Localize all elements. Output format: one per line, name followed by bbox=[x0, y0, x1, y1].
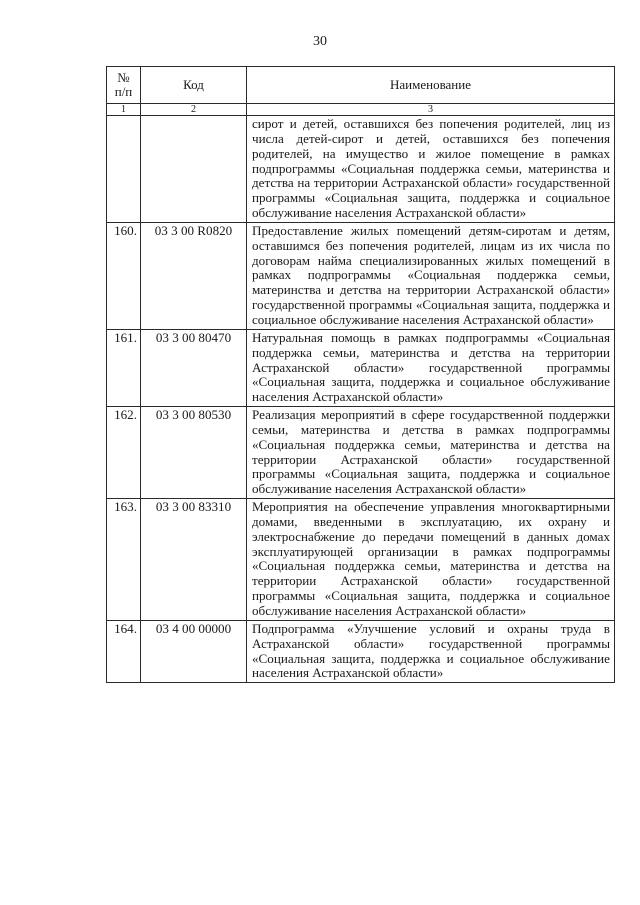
row-number: 160. bbox=[107, 222, 141, 329]
row-name: сирот и детей, оставшихся без попечения родителей, лиц из числа детей-сирот и детей, оставшихся без попечения родителей, на имущество и жилое помещение в рамках подпрограммы «Социальная поддержка семьи, материнства и детства на территории Астраханской области» государственной программы «Социальная защита, поддержка и социальное обслуживание населения Астраханской области» bbox=[247, 116, 615, 223]
page-number: 30 bbox=[313, 34, 327, 49]
row-code bbox=[141, 116, 247, 223]
header-name: Наименование bbox=[247, 67, 615, 104]
header-number-abbr: п/п bbox=[114, 84, 133, 99]
header-number-sign: № bbox=[117, 70, 130, 85]
row-name: Мероприятия на обеспечение управления многоквартирными домами, введенными в эксплуатацию, их охрану и электроснабжение до передачи помещений в данных домах эксплуатирующей организации в рамках подпрограммы «Социальная поддержка семьи, материнства и детства на территории Астраханской области» государственной программы «Социальная защита, поддержка и социальное обслуживание населения Астраханской области» bbox=[247, 499, 615, 621]
table-row bbox=[107, 222, 615, 329]
row-number: 164. bbox=[107, 620, 141, 682]
row-code: 03 3 00 83310 bbox=[141, 499, 247, 621]
column-numbers-row bbox=[107, 104, 615, 116]
column-number-1: 1 bbox=[107, 104, 141, 116]
table-row bbox=[107, 620, 615, 682]
table-row bbox=[107, 407, 615, 499]
row-number: 161. bbox=[107, 329, 141, 406]
row-number bbox=[107, 116, 141, 223]
table-header-row bbox=[107, 67, 615, 104]
column-number-2: 2 bbox=[141, 104, 247, 116]
row-number: 163. bbox=[107, 499, 141, 621]
column-number-3: 3 bbox=[247, 104, 615, 116]
row-name: Натуральная помощь в рамках подпрограммы «Социальная поддержка семьи, материнства и детства на территории Астраханской области» государственной программы «Социальная защита, поддержка и социальное обслуживание населения Астраханской области» bbox=[247, 329, 615, 406]
row-code: 03 4 00 00000 bbox=[141, 620, 247, 682]
row-name: Реализация мероприятий в сфере государственной поддержки семьи, материнства и детства в рамках подпрограммы «Социальная поддержка семьи, материнства и детства на территории Астраханской области» государственной программы «Социальная защита, поддержка и социальное обслуживание населения Астраханской области» bbox=[247, 407, 615, 499]
header-number bbox=[107, 67, 141, 104]
row-name: Предоставление жилых помещений детям-сиротам и детям, оставшимся без попечения родителей, лицам из их числа по договорам найма специализированных жилых помещений в рамках подпрограммы «Социальная поддержка семьи, материнства и детства на территории Астраханской области» государственной программы «Социальная защита, поддержка и социальное обслуживание населения Астраханской области» bbox=[247, 222, 615, 329]
budget-codes-table bbox=[106, 66, 615, 683]
row-name: Подпрограмма «Улучшение условий и охраны труда в Астраханской области» государственной программы «Социальная защита, поддержка и социальное обслуживание населения Астраханской области» bbox=[247, 620, 615, 682]
row-code: 03 3 00 80530 bbox=[141, 407, 247, 499]
table-row bbox=[107, 116, 615, 223]
row-code: 03 3 00 80470 bbox=[141, 329, 247, 406]
header-code: Код bbox=[141, 67, 247, 104]
row-number: 162. bbox=[107, 407, 141, 499]
table-row bbox=[107, 499, 615, 621]
row-code: 03 3 00 R0820 bbox=[141, 222, 247, 329]
table-row bbox=[107, 329, 615, 406]
